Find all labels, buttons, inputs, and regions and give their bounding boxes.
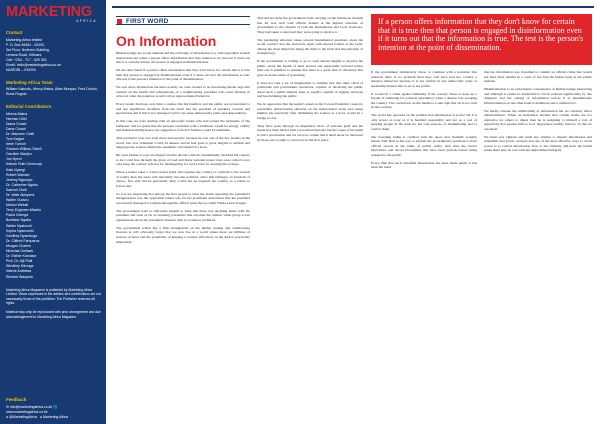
contributor-name: Kate Nyangi [6, 167, 26, 172]
twitter-icon: ● [6, 414, 9, 419]
contributor-name: Jeremy Ngaruiya [6, 177, 33, 182]
article-paragraph: The government which has a firm stranglehold on the media, issuing and withdrawing licences at will obviously forgot that we now live in a world where there are millions of sources of news and the possibility of keeping a country effectively in the dark is practically impossible. [116, 225, 250, 244]
contributor-name: Prof. Dr. Ajit Patil [6, 259, 33, 264]
article-paragraph: It does not take a lot of imagination to surmise that this same cabal of politicians and government operatives, capable of deceiving the public about such a public-interest issue is equally capable of rigging elections and hoodwinking the public. [257, 80, 363, 99]
contributor-name: Graham Wilkins-Tickell [6, 147, 42, 152]
contributor-name: Walter Nyakundi [6, 223, 32, 228]
contributor-name: Marion Wekali [6, 203, 29, 208]
article-column-3 [371, 70, 477, 420]
article-paragraph: We do appreciate that the leader's stand on the Corona Pandemic created a potentially embarrassing situation on the international arena and eating humble pie especially after dismissing the science as a hoax would be a bridge too far. [257, 102, 363, 120]
contributor-name: Samuel Owiti [6, 187, 27, 192]
facebook-handle[interactable]: Marketing Africa [43, 414, 69, 419]
article-column-4 [484, 70, 592, 420]
contributor-name: Richard Waupela [6, 274, 33, 279]
article-paragraph: The world has operated on the premise that information is power but it is only power as long as it is handled responsibly and not as a tool of keeping people in the dark for the sole purpose of manipulating and to control them. [371, 113, 477, 131]
section-label: FIRST WORD [126, 17, 169, 25]
section-bar [116, 16, 250, 25]
article-paragraph: Our founding father is credited with the quote that 'Serikali' actually means 'Sisi' Kali as his way to explain the government's penchant to have official secrets in the name of public safety. And thus the Secret Operations and Secret Documents that have been periods before being released to the public. [371, 134, 477, 157]
article-paragraph: We must stay vigilant and resist any attempt to muzzle information and remember that power corrupts and one of the most effective ways to avoid power is to control information flow to the citizenry and have the fourth estate must play its role with uncompromised integrity. [484, 134, 592, 153]
article-paragraph: They have gone through an impressive show of national grief and the leader has been buried with top national honours but the cause of his death is still a speculation and we are now certain that it shall never be disclosed by those who sought to conceal it in the first place. [257, 123, 363, 142]
top-rule [112, 6, 594, 8]
contributor-name: Tom Kagwe [6, 136, 25, 141]
contributor-name: Geoffrey Nyamboga [6, 233, 38, 238]
contributors-heading: Editorial Contributors [6, 104, 52, 109]
contributor-name: Walter Ouduru [6, 198, 29, 203]
section-square-icon [117, 19, 122, 24]
article-paragraph: Human beings are social animals and the exchange of information is a vital ingredient in their interactions but when a person offers information that they believe to be true but it turns out that it is actually untrue, the person is engaged in misinformation. [116, 51, 250, 65]
web-icon: 🌐 [53, 404, 58, 409]
contributor-name: Robert Wamari [6, 172, 30, 177]
article-paragraph: Misinformation is an unfortunate consequence of human beings interacting and although it cannot be eradicated it can be reduced significantly by due diligence and the vetting of information before it is disseminated. Disinformation on the other hand is deliberate and a criminal act. [484, 87, 592, 105]
contact-line: 3rd Floor, Northern Building, [6, 47, 50, 52]
contributor-name: Kepha Nyamumbi [6, 228, 34, 233]
contributor-name: Dr. Catherine Ngahu [6, 182, 38, 187]
article-paragraph: The government went to ridiculous lengths to deny that there was anything amiss with the president and went as far as arresting journalists that reported the rumour while group social explanations about the president's absence with no evidence proffered. [116, 208, 250, 222]
team-text: William Kalundu, Mercy Maina, Allan Munyao, Fred Onduri, Rona Rugutu [6, 87, 98, 96]
facebook-icon: ● [39, 414, 43, 419]
contributor-name: Diana Chuah [6, 121, 27, 126]
article-column-1 [116, 51, 250, 421]
contributor-name: Nicholas Outlaws [6, 249, 34, 254]
article-paragraph: So it is not surprising that among the first people to raise the alarm regarding the president's disappearance was the opposition leader who for his prominent declaration that the president was unwell managed to explain through the official press the so-called Tundu Lissu Tongue. [116, 191, 250, 205]
article-column-2 [257, 16, 363, 421]
article-paragraph: We saw three distinctions because recently we were treated to an interesting media saga that centred on the health and whereabouts of a neighbouring president who went missing in action in what the populace would call an unprecedented behavior. [116, 85, 250, 99]
article-paragraph: On the other hand if a person offers information that they don't know for certain that it is true then that person is engaged in disinformation even if it turns out that the information is true. The test is the person's intention at the point of dissemination. [116, 68, 250, 82]
contributor-name: Paula Ovenga [6, 213, 29, 218]
pull-quote: If a person offers information that they don't know for certain that it is true then that person is engaged in disinformation even if it turns out that the information is true. The test is the person's intention at the point of dissemination. [371, 14, 592, 65]
contributor-name: Meena Maina [6, 111, 28, 116]
twitter-handle[interactable]: @MarketingAfrica [9, 414, 37, 419]
article-paragraph: We hardly tolerate the withholding of information but we certainly abhor disinformation. When an individual decides that certain truths are too explosive for others to digest then he is assigning to himself a role of superiority that equates him to God. Oppressive earthly follows, on this we can attest. [484, 108, 592, 131]
contributor-name: Morgan Charles [6, 243, 31, 248]
reproduction-notice-text: Material may only be reproduced with prior arrangement and due acknowledgement to Marketing Africa Magazine. [6, 309, 101, 319]
article-paragraph: Every time that such classified information has been made public it has been the trend [371, 160, 477, 170]
contact-email[interactable]: Email: hello@marketingafrica.co.ke [6, 62, 61, 67]
team-heading: Marketing Africa Team [6, 79, 53, 85]
article-paragraph: That did not deter the government from carrying on the ridiculous charade that all was well with official denials at the highest echelons of government to the chagrin of both the international and local observers. They had taken a stand and they were going to stick to it. [257, 16, 363, 34]
feedback-block [0, 394, 106, 424]
feedback-email[interactable]: info@marketingafrica.co.ke [9, 404, 53, 409]
social-line [6, 415, 100, 420]
contributor-name: Kebutu Ruth Ommongi [6, 162, 42, 167]
email-icon: ✉ [6, 404, 9, 409]
contact-line: Cell: +254 - 717 - 529 352 [6, 57, 47, 62]
contributor-name: Joe Nyeni [6, 157, 22, 162]
contact-line: NAIROBI – KENYA [6, 67, 36, 72]
article-paragraph: This particular case was even more newsworthy because he was one of the few leaders in the world who was vehement Covid-19 deniers and he had gone to great lengths to rubbish and disparage the science behind the pandemic and labeled it a hoax. [116, 136, 250, 150]
article-paragraph: that the information was classified to commit an official crime that would not have been tenable in a court of law had the matter been in the public domain. [484, 70, 592, 84]
article-paragraph: It would be a crime against humanity if the country chose to keep up a façade of wellbeing for political expediency when a disease was ravaging the country. The crackdown on the media is a sure sign that all is not well in that country. [371, 91, 477, 110]
contributor-name: Dana Chuah [6, 126, 26, 131]
article-title: On Information [116, 33, 217, 49]
article-paragraph: When a leader takes a controversial stand and requires the country to conform to his version of reality then the issue will inevitably become political, since this infringes on freedom of choice. Not only did he personally deny Covid but he required the country as a whole to follow suit. [116, 170, 250, 188]
publisher-notice [6, 288, 101, 320]
article-paragraph: In this case we were dealing with an autocratic leader who had earned the nickname of 'the bulldozer' and we guess that the persona consistent with a bulldozer would be energy, vitality and indestructibility hence any suggestion of mortal frailties would be anathema. [116, 119, 250, 133]
contributor-name: Dr. Maureen Owiti [6, 131, 35, 136]
contributor-name: Windfrey Mironga [6, 264, 34, 269]
publisher-notice-text: Marketing Africa Magazine is published by Marketing Africa Limited. Views expressed in the articles and contributions are not necessarily those of the publisher. The Publisher reserves all rights. [6, 287, 101, 306]
feedback-line [6, 405, 100, 415]
logo-sub: AFRICA [76, 19, 97, 23]
logo-main: MARKETING [6, 4, 93, 20]
article-paragraph: If the government deliberately chose to continue with a narrative that pretends there is no problem then they will have had the country a massive disservice because it is not written in any democratic tome or leadership manual that to err is not politic. [371, 70, 477, 88]
contributor-name: Herman Gitiri [6, 116, 27, 121]
contact-line: P. O. Box 56481 - 00200, [6, 42, 46, 47]
article-paragraph: Every leader develops over time a routine that his handlers and the public are accustomed to and any significant deviation from the norm has the potential of sparking concern and speculation and if this is not managed well it can cause unnecessary panic and despondency. [116, 102, 250, 116]
article-paragraph: If the government is willing to go to such absurd lengths to deceive the public about the health of their elected and supposedly beloved leader then one is justified to assume that there is a great deal of chicanery that goes on in the name of governing. [257, 59, 363, 77]
masthead-sidebar [0, 0, 106, 424]
contributor-name: Dr. Wale Akinyemi [6, 193, 35, 197]
contact-heading: Contact [6, 30, 23, 35]
contact-block [6, 38, 101, 73]
contributors-list [6, 112, 101, 280]
feedback-web[interactable]: www.marketingafrica.co.ke [6, 409, 48, 414]
contact-line: Marketing Africa limited [6, 37, 43, 42]
contributor-name: Irene Tumuri [6, 142, 26, 147]
contributor-name: Terry Engineer-Mbwilu [6, 208, 41, 213]
article-paragraph: The pertaining situation raises several fundamental questions about the social contract that the electorate signs with elected leaders at the polls, among the most important being the right to the truth and the principle of transparency. [257, 37, 363, 56]
contributor-name: Dr. Esther Kamukor [6, 254, 37, 259]
feedback-heading: Feedback [6, 397, 27, 402]
contact-line: Lenana Road, Kilimani, [6, 52, 43, 57]
magazine-logo [6, 5, 101, 20]
contributor-name: Caroline Wanjiru [6, 152, 32, 157]
contributor-name: Valerie Ambetsa [6, 269, 32, 274]
contributor-name: Dr. Clifford Farquaros [6, 238, 40, 243]
article-paragraph: He went further to rope in religion and the devout Catholic unashamedly declared his country to be Covid free through the grace of God and many national prayer days were called to not only keep the country safe but for thanksgiving for God's favor in averting the scourge. [116, 153, 250, 167]
contributor-name: Boniface Ngaba [6, 218, 31, 223]
